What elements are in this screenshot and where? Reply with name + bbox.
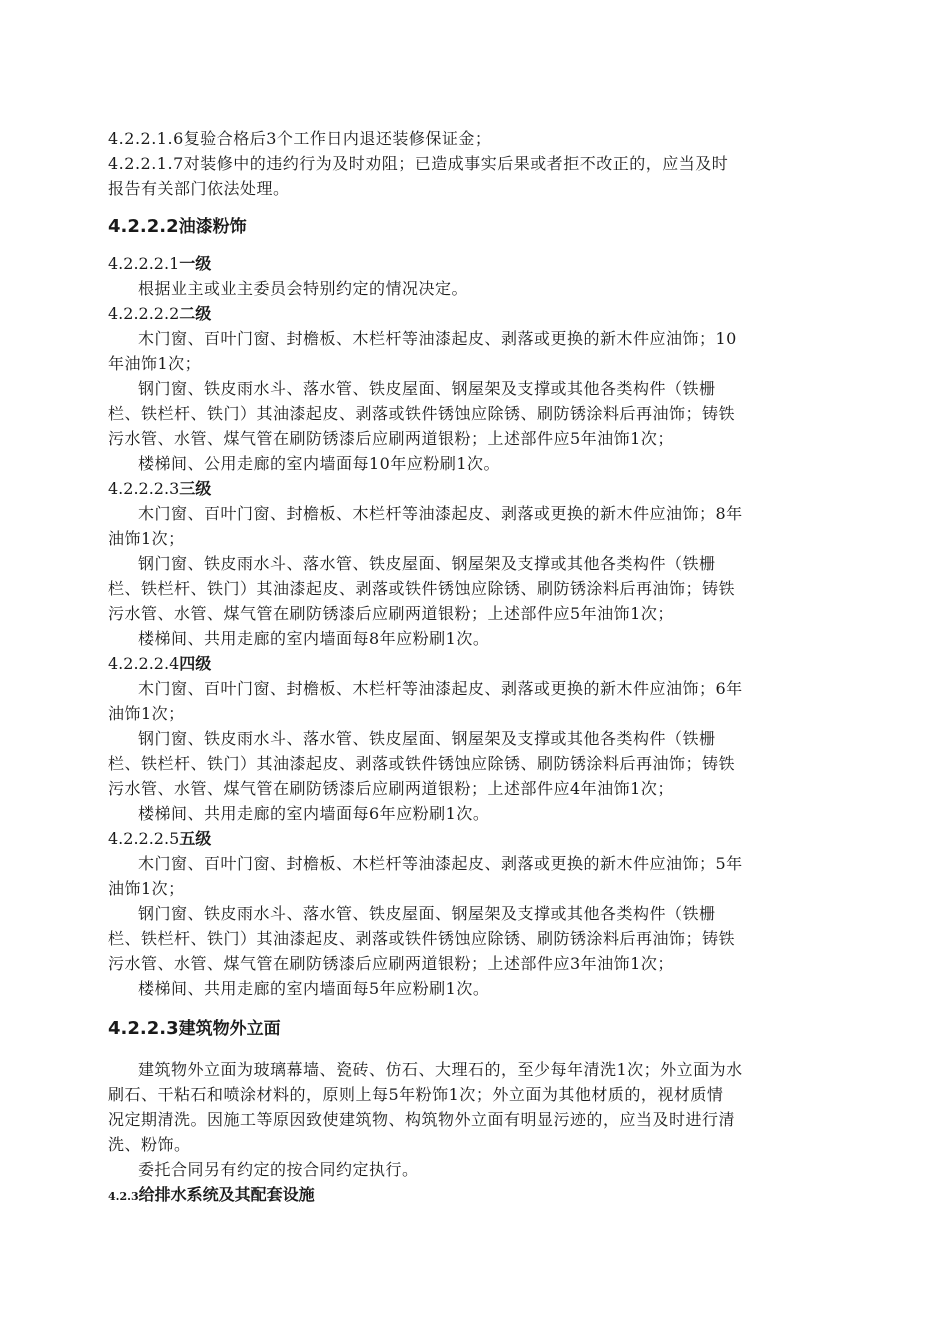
clause-4-2-2-1-6: 4.2.2.1.6复验合格后3个工作日内退还装修保证金； — [108, 129, 492, 148]
section-title: 建筑物外立面 — [178, 1019, 281, 1039]
section-heading-facade — [108, 1016, 848, 1041]
paragraph: 木门窗、百叶门窗、封檐板、木栏杆等油漆起皮、剥落或更换的新木件应油饰；6年 — [138, 679, 743, 698]
paragraph-cont: 刷石、干粘石和喷涂材料的，原则上每5年粉饰1次；外立面为其他材质的，视材质情 — [108, 1085, 724, 1104]
grade-number: 4.2.2.2.1 — [108, 254, 180, 273]
document-page — [108, 126, 848, 1207]
paragraph-cont: 况定期清洗。因施工等原因致使建筑物、构筑物外立面有明显污迹的，应当及时进行清 — [108, 1110, 736, 1129]
paragraph-cont: 油饰1次； — [108, 529, 185, 548]
paragraph-cont: 油饰1次； — [108, 704, 185, 723]
paragraph-cont: 油饰1次； — [108, 879, 185, 898]
paragraph: 根据业主或业主委员会特别约定的情况决定。 — [138, 279, 469, 298]
grade-title: 二级 — [179, 304, 212, 323]
section-title: 给排水系统及其配套设施 — [138, 1185, 315, 1204]
paragraph: 木门窗、百叶门窗、封檐板、木栏杆等油漆起皮、剥落或更换的新木件应油饰；10 — [138, 329, 737, 348]
section-number: 4.2.3 — [108, 1190, 139, 1203]
paragraph: 木门窗、百叶门窗、封檐板、木栏杆等油漆起皮、剥落或更换的新木件应油饰；8年 — [138, 504, 743, 523]
section-number: 4.2.2.2 — [108, 216, 179, 237]
paragraph-cont: 栏、铁栏杆、铁门）其油漆起皮、剥落或铁件锈蚀应除锈、刷防锈涂料后再油饰；铸铁 — [108, 929, 736, 948]
paragraph: 钢门窗、铁皮雨水斗、落水管、铁皮屋面、钢屋架及支撑或其他各类构件（铁栅 — [138, 904, 716, 923]
paragraph: 楼梯间、共用走廊的室内墙面每5年应粉刷1次。 — [138, 979, 490, 998]
section-number: 4.2.2.3 — [108, 1018, 179, 1039]
paragraph: 木门窗、百叶门窗、封檐板、木栏杆等油漆起皮、剥落或更换的新木件应油饰；5年 — [138, 854, 743, 873]
paragraph: 楼梯间、共用走廊的室内墙面每8年应粉刷1次。 — [138, 629, 490, 648]
paragraph-cont: 污水管、水管、煤气管在刷防锈漆后应刷两道银粉；上述部件应5年油饰1次； — [108, 429, 674, 448]
paragraph: 钢门窗、铁皮雨水斗、落水管、铁皮屋面、钢屋架及支撑或其他各类构件（铁栅 — [138, 554, 716, 573]
paragraph-cont: 污水管、水管、煤气管在刷防锈漆后应刷两道银粉；上述部件应5年油饰1次； — [108, 604, 674, 623]
grade-2-heading — [108, 301, 848, 326]
grade-3-heading — [108, 476, 848, 501]
paragraph-cont: 洗、粉饰。 — [108, 1135, 191, 1154]
grade-5-heading — [108, 826, 848, 851]
section-heading-paint — [108, 214, 848, 239]
paragraph: 委托合同另有约定的按合同约定执行。 — [138, 1160, 419, 1179]
paragraph: 楼梯间、公用走廊的室内墙面每10年应粉刷1次。 — [138, 454, 501, 473]
paragraph-cont: 污水管、水管、煤气管在刷防锈漆后应刷两道银粉；上述部件应3年油饰1次； — [108, 954, 674, 973]
paragraph-cont: 污水管、水管、煤气管在刷防锈漆后应刷两道银粉；上述部件应4年油饰1次； — [108, 779, 674, 798]
paragraph: 楼梯间、共用走廊的室内墙面每6年应粉刷1次。 — [138, 804, 490, 823]
paragraph: 钢门窗、铁皮雨水斗、落水管、铁皮屋面、钢屋架及支撑或其他各类构件（铁栅 — [138, 729, 716, 748]
paragraph: 钢门窗、铁皮雨水斗、落水管、铁皮屋面、钢屋架及支撑或其他各类构件（铁栅 — [138, 379, 716, 398]
grade-4-heading — [108, 651, 848, 676]
paragraph-cont: 年油饰1次； — [108, 354, 202, 373]
paragraph-cont: 栏、铁栏杆、铁门）其油漆起皮、剥落或铁件锈蚀应除锈、刷防锈涂料后再油饰；铸铁 — [108, 754, 736, 773]
section-title: 油漆粉饰 — [178, 217, 247, 237]
section-heading-water — [108, 1182, 848, 1207]
clause-4-2-2-1-7: 4.2.2.1.7对装修中的违约行为及时劝阻；已造成事实后果或者拒不改正的，应当及时 — [108, 154, 729, 173]
grade-title: 五级 — [179, 829, 212, 848]
paragraph-cont: 栏、铁栏杆、铁门）其油漆起皮、剥落或铁件锈蚀应除锈、刷防锈涂料后再油饰；铸铁 — [108, 404, 736, 423]
grade-title: 四级 — [179, 654, 212, 673]
grade-number: 4.2.2.2.3 — [108, 479, 180, 498]
grade-number: 4.2.2.2.2 — [108, 304, 180, 323]
grade-number: 4.2.2.2.5 — [108, 829, 180, 848]
grade-title: 一级 — [179, 254, 212, 273]
paragraph-cont: 栏、铁栏杆、铁门）其油漆起皮、剥落或铁件锈蚀应除锈、刷防锈涂料后再油饰；铸铁 — [108, 579, 736, 598]
paragraph: 建筑物外立面为玻璃幕墙、瓷砖、仿石、大理石的，至少每年清洗1次；外立面为水 — [138, 1060, 743, 1079]
grade-number: 4.2.2.2.4 — [108, 654, 180, 673]
clause-4-2-2-1-7-cont: 报告有关部门依法处理。 — [108, 179, 290, 198]
grade-1-heading — [108, 251, 848, 276]
grade-title: 三级 — [179, 479, 212, 498]
